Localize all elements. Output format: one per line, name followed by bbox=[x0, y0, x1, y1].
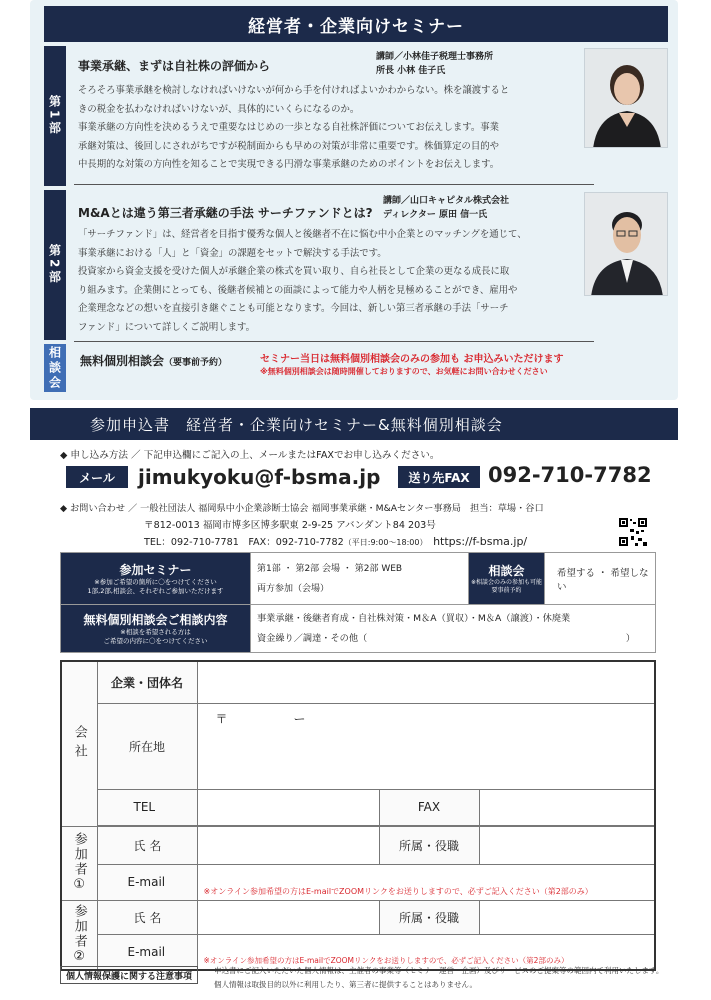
p1-email-field[interactable] bbox=[197, 864, 655, 900]
p1-email-label: E-mail bbox=[97, 864, 197, 900]
seminar-header: 経営者・企業向けセミナー bbox=[44, 6, 668, 42]
consult-title-text: 無料個別相談会 bbox=[80, 354, 165, 368]
seminar-options-cell[interactable] bbox=[251, 553, 469, 605]
content-label: 無料個別相談会ご相談内容 bbox=[83, 613, 228, 627]
qr-code-icon[interactable] bbox=[618, 517, 648, 547]
part1-body bbox=[78, 82, 578, 175]
company-group bbox=[61, 661, 97, 826]
consult-options-cell[interactable]: 希望する ・ 希望しない bbox=[545, 553, 656, 605]
contact-line1: ◆ お問い合わせ ／ 一般社団法人 福岡県中小企業診断士協会 福岡事業承継・M&Aセンター事務局 担当：草場・谷口 bbox=[60, 503, 544, 514]
entry-form-table bbox=[60, 660, 656, 971]
privacy-label: 個人情報保護に関する注意事項 bbox=[60, 966, 198, 984]
address-label: 所在地 bbox=[97, 703, 197, 789]
contact-tel-fax: TEL：092-710-7781 FAX：092-710-7782 bbox=[144, 537, 344, 548]
consult-title bbox=[80, 352, 227, 369]
p1-position-label: 所属・役職 bbox=[379, 826, 479, 864]
postal-dash: ー bbox=[293, 711, 306, 726]
consult-tab: 相談会 bbox=[44, 344, 66, 392]
part2-body-line: 事業承継における「人」と「資金」の課題をセットで解決する手法です。 bbox=[78, 247, 387, 259]
consult-red-sub: ※無料個別相談会は随時開催しておりますので、お気軽にお問い合わせください bbox=[260, 367, 548, 376]
participant2-vert-label: 参加者② bbox=[71, 903, 87, 966]
part2-lecturer-photo bbox=[584, 192, 668, 296]
mail-label: メール bbox=[66, 466, 128, 488]
contact-line2: 〒812-0013 福岡市博多区博多駅東 2-9-25 アバンダント84 203号 bbox=[144, 520, 436, 531]
seminar-option1: 第1部 ・ 第2部 会場 ・ 第2部 WEB bbox=[257, 563, 403, 574]
application-method: ◆ 申し込み方法 ／ 下記申込欄にご記入の上、メールまたはFAXでお申し込みください。 bbox=[60, 450, 440, 461]
p1-name-label: 氏 名 bbox=[97, 826, 197, 864]
p2-position-label: 所属・役職 bbox=[379, 900, 479, 934]
p2-email-label: E-mail bbox=[97, 934, 197, 970]
mail-address[interactable]: jimukyoku@f-bsma.jp bbox=[138, 465, 381, 489]
part2-body-line: 「サーチファンド」は、経営者を目指す優秀な個人と後継者不在に悩む中小企業とのマッチングを通じて、 bbox=[78, 229, 527, 240]
part1-lecturer bbox=[376, 50, 576, 78]
part2-body-line: ファンド」について詳しくご説明します。 bbox=[78, 321, 255, 333]
part2-body-line: 企業理念などの想いを直接引き継ぐことも可能となります。今回は、新しい第三者承継の手法「サーチ bbox=[78, 303, 509, 314]
contact-line3 bbox=[144, 534, 527, 548]
part2-body-line: り組みます。企業側にとっても、後継者候補との面談によって能力や人柄を見極めることができ、雇用や bbox=[78, 284, 518, 296]
seminar-option2: 両方参加（会場） bbox=[257, 583, 330, 594]
fax-label: 送り先FAX bbox=[398, 466, 480, 488]
part1-body-line: きの税金を払わなければいけないが、具体的にいくらになるのか。 bbox=[78, 103, 360, 115]
p1-email-note: ※オンライン参加希望の方はE-mailでZOOMリンクをお送りしますので、必ずご記入ください（第2部のみ） bbox=[203, 886, 593, 896]
company-vert-label: 会社 bbox=[71, 724, 87, 763]
participant1-vert-label: 参加者① bbox=[71, 832, 87, 894]
part2-title: M&Aとは違う第三者承継の手法 サーチファンドとは? bbox=[78, 206, 373, 220]
part2-tab: 第2部 bbox=[44, 190, 66, 340]
p2-position-field[interactable] bbox=[479, 900, 655, 934]
participant1-group bbox=[61, 826, 97, 900]
consult-label: 相談会 bbox=[488, 564, 525, 578]
part2-lecturer bbox=[383, 194, 583, 222]
tel-field[interactable] bbox=[197, 789, 379, 825]
content-line1: 事業承継・後継者育成・自社株対策・M＆A（買収）・M＆A（譲渡）・休廃業 bbox=[257, 612, 571, 624]
fax-field[interactable] bbox=[479, 789, 655, 825]
part2-body-line: 投資家から資金支援を受けた個人が承継企業の株式を買い取り、自ら社長として企業の更なる成長に取 bbox=[78, 266, 510, 277]
part2-lecturer-org: 講師／山口キャピタル株式会社 bbox=[383, 196, 510, 206]
p2-name-field[interactable] bbox=[197, 900, 379, 934]
seminar-label: 参加セミナー bbox=[119, 563, 192, 577]
part2-lecturer-name: ディレクター 原田 信一氏 bbox=[383, 210, 488, 220]
divider bbox=[74, 184, 594, 185]
contact-hours: （平日:9:00〜18:00） bbox=[343, 538, 424, 547]
consult-note: ※相談会のみの参加も可能 要事前予約 bbox=[470, 579, 543, 594]
consult-title-note: （要事前予約） bbox=[164, 358, 228, 368]
part1-body-line: 承継対策は、後回しにされがちですが税制面からも早めの対策が非常に重要です。株価算定の目的や bbox=[78, 140, 500, 152]
participant2-group bbox=[61, 900, 97, 970]
p2-email-note: ※オンライン参加希望の方はE-mailでZOOMリンクをお送りしますので、必ずご記入ください（第2部のみ） bbox=[203, 956, 569, 965]
contact-url[interactable]: https://f-bsma.jp/ bbox=[433, 535, 528, 548]
seminar-note: ※参加ご希望の箇所に〇をつけてください 1部,2部,相談会、それぞれご参加いただけます bbox=[87, 578, 224, 595]
application-header: 参加申込書 経営者・企業向けセミナー&無料個別相談会 bbox=[30, 408, 678, 440]
content-line2: 資金繰り／調達・その他（ bbox=[257, 632, 368, 644]
address-field[interactable] bbox=[197, 703, 655, 789]
p1-position-field[interactable] bbox=[479, 826, 655, 864]
fax-field-label: FAX bbox=[379, 789, 479, 825]
fax-number: 092-710-7782 bbox=[488, 463, 652, 487]
part1-lecturer-org: 講師／小林佳子税理士事務所 bbox=[376, 52, 494, 62]
part1-body-line: 事業承継の方向性を決めるうえで重要なはじめの一歩となる自社株評価についてお伝えします。事業 bbox=[78, 122, 499, 133]
part1-tab: 第1部 bbox=[44, 46, 66, 186]
part1-lecturer-photo bbox=[584, 48, 668, 148]
privacy-line1: 申込書にご記入いただいた個人情報は、主催者の事業等（セミナー運営・企画）及びサービスのご提案等の範囲内で利用いたします。 bbox=[214, 966, 664, 975]
consult-label-cell bbox=[469, 553, 545, 605]
privacy-line2: 個人情報は取扱目的以外に利用したり、第三者に提供することはありません。 bbox=[214, 980, 477, 989]
part1-body-line: そろそろ事業承継を検討しなければいけないが何から手を付ければよいかわからない。株を譲渡すると bbox=[78, 85, 510, 96]
seminar-label-cell bbox=[61, 553, 251, 605]
company-name-label: 企業・団体名 bbox=[97, 661, 197, 703]
company-name-field[interactable] bbox=[197, 661, 655, 703]
p1-name-field[interactable] bbox=[197, 826, 379, 864]
divider bbox=[74, 341, 594, 342]
seminar-form-table bbox=[60, 552, 656, 653]
part2-body bbox=[78, 226, 578, 337]
postal-mark: 〒 bbox=[215, 711, 228, 726]
consult-red-main: セミナー当日は無料個別相談会のみの参加も お申込みいただけます bbox=[260, 354, 564, 365]
content-label-cell bbox=[61, 605, 251, 653]
content-note: ※相談を希望される方は ご希望の内容に〇をつけてください bbox=[103, 628, 208, 645]
tel-label: TEL bbox=[97, 789, 197, 825]
p2-name-label: 氏 名 bbox=[97, 900, 197, 934]
part1-lecturer-name: 所長 小林 佳子氏 bbox=[376, 66, 446, 76]
part1-body-line: 中長期的な対策の方向性を知ることで実現できる円滑な事業承継のためのポイントをお伝えします。 bbox=[78, 159, 500, 170]
content-options-cell[interactable] bbox=[251, 605, 656, 653]
part1-title: 事業承継、まずは自社株の評価から bbox=[78, 59, 271, 73]
content-close: ） bbox=[625, 632, 635, 644]
privacy-text bbox=[214, 964, 663, 992]
